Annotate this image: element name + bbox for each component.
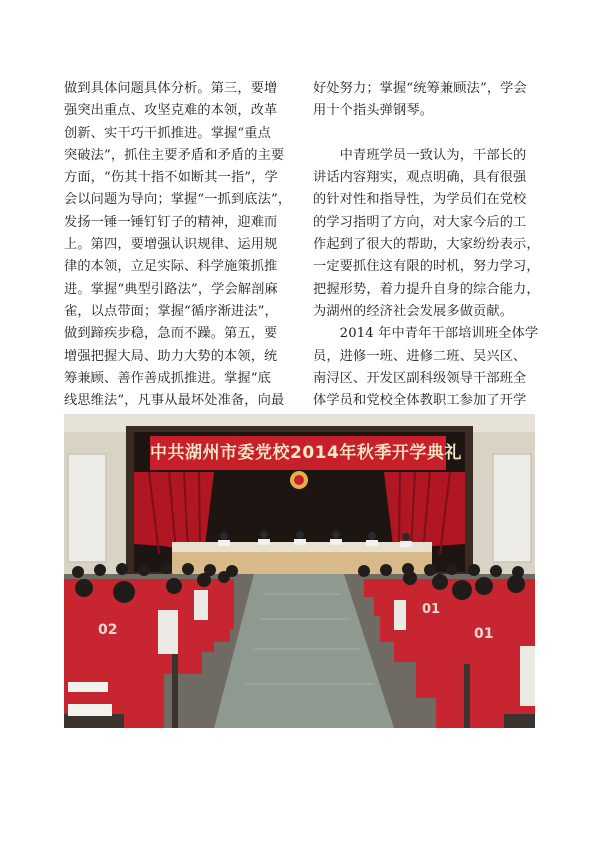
text-line: 会以问题为导向；掌握“一抓到底法”， (64, 192, 292, 208)
text-line: 线思维法”，凡事从最坏处准备，向最 (64, 393, 285, 409)
text-line: 增强把握大局、助力大势的本领，统 (64, 348, 278, 364)
text-line: 讲话内容翔实，观点明确，具有很强 (313, 170, 527, 186)
text-line: 中青班学员一致认为，干部长的 (313, 147, 527, 163)
text-line: 雀，以点带面；掌握“循序渐进法”， (64, 303, 278, 319)
text-line: 用十个指头弹钢琴。 (313, 103, 434, 119)
text-line: 为湖州的经济社会发展多做贡献。 (313, 303, 514, 319)
text-line: 方面，“伤其十指不如断其一指”，学 (64, 170, 278, 186)
text-line: 2014 年中青年干部培训班全体学 (313, 326, 539, 342)
text-line: 作起到了很大的帮助，大家纷纷表示， (313, 237, 540, 253)
text-line: 进。掌握“典型引路法”，学会解剖麻 (64, 281, 278, 297)
text-line: 员，进修一班、进修二班、吴兴区、 (313, 348, 527, 364)
text-line: 创新、实干巧干抓推进。掌握“重点 (64, 125, 271, 141)
text-line (313, 123, 543, 145)
text-line: 做到蹄疾步稳，急而不躁。第五，要 (64, 326, 278, 342)
seat-number-label: 01 (422, 602, 441, 617)
seat-number-label: 01 (474, 626, 494, 642)
text-line: 突破法”，抓住主要矛盾和矛盾的主要 (64, 147, 285, 163)
seat-number-label: 02 (98, 622, 118, 638)
text-line: 强突出重点、攻坚克难的本领，改革 (64, 103, 278, 119)
text-line: 体学员和党校全体教职工参加了开学 (313, 393, 527, 409)
text-line: 的针对性和指导性，为学员们在党校 (313, 192, 527, 208)
text-line: 好处努力；掌握“统筹兼顾法”，学会 (313, 81, 527, 96)
ceremony-banner-text: 中共湖州市委党校2014年秋季开学典礼 (150, 443, 462, 463)
text-line: 的学习指明了方向，对大家今后的工 (313, 214, 527, 230)
article-right-column (313, 78, 543, 435)
text-line: 上。第四，要增强认识规律、运用规 (64, 237, 278, 253)
text-line: 律的本领，立足实际、科学施策抓推 (64, 259, 278, 275)
article-left-column (64, 78, 296, 412)
text-line: 筹兼顾、善作善成抓推进。掌握“底 (64, 370, 271, 386)
text-line: 南浔区、开发区副科级领导干部班全 (313, 370, 527, 386)
text-line: 发扬一锤一锤钉钉子的精神，迎难而 (64, 214, 278, 230)
text-line: 把握形势，着力提升自身的综合能力， (313, 281, 540, 297)
opening-ceremony-photo (64, 414, 535, 728)
text-line: 一定要抓住这有限的时机，努力学习， (313, 259, 540, 275)
text-line: 做到具体问题具体分析。第三，要增 (64, 81, 278, 96)
